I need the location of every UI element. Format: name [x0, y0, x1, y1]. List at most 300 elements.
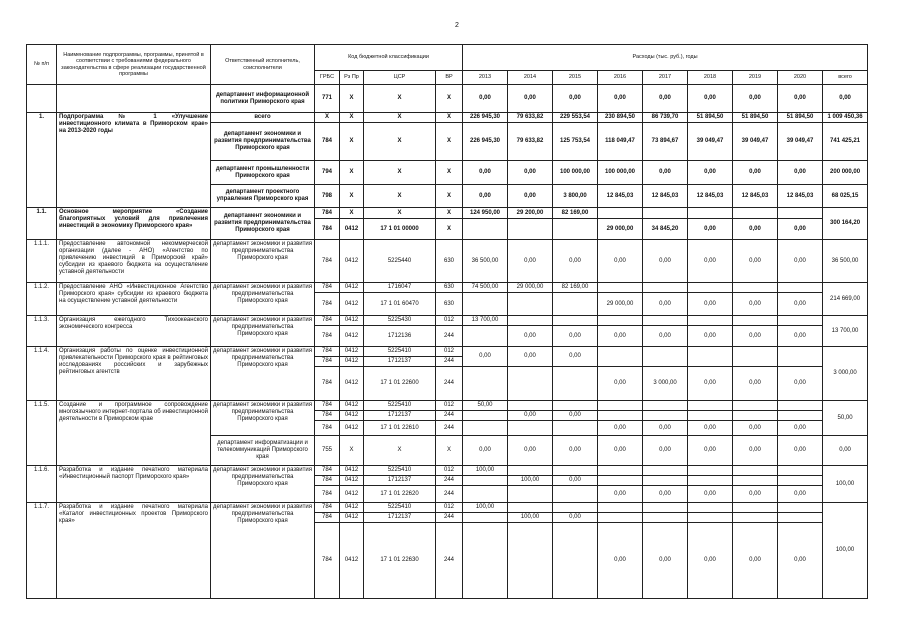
- cell-empty: [463, 476, 508, 486]
- cell-empty: [598, 208, 643, 219]
- header-year: 2015: [553, 71, 598, 85]
- cell-rzpr: X: [340, 436, 364, 466]
- cell-num: 1.1.1.: [27, 240, 57, 283]
- cell-value: 0,00: [598, 436, 643, 466]
- cell-rzpr: 0412: [340, 503, 364, 513]
- cell-csr: 5225430: [364, 316, 436, 326]
- cell-value: 13 700,00: [463, 316, 508, 326]
- cell-value: 0,00: [598, 240, 643, 283]
- cell-value: 82 169,00: [553, 283, 598, 293]
- cell-csr: X: [364, 123, 436, 161]
- cell-value: 0,00: [463, 347, 508, 367]
- cell-csr: 5225410: [364, 503, 436, 513]
- cell-rzpr: 0412: [340, 466, 364, 476]
- cell-value: 0,00: [463, 85, 508, 113]
- cell-value: 0,00: [778, 293, 823, 316]
- cell-rzpr: 0412: [340, 476, 364, 486]
- cell-value: 0,00: [508, 85, 553, 113]
- cell-empty: [598, 503, 643, 513]
- cell-value: 39 049,47: [688, 123, 733, 161]
- cell-empty: [733, 401, 778, 411]
- cell-value: 82 169,00: [553, 208, 598, 219]
- cell-value: 0,00: [463, 161, 508, 185]
- cell-vr: X: [436, 161, 463, 185]
- cell-empty: [688, 316, 733, 326]
- cell-empty: [553, 367, 598, 401]
- cell-empty: [778, 401, 823, 411]
- cell-name: Разработка и издание печатного материала «Каталог инвестиционных проектов Приморского края»: [57, 503, 211, 599]
- cell-grbs: 784: [315, 208, 340, 219]
- cell-value: 39 049,47: [778, 123, 823, 161]
- cell-value: 0,00: [553, 411, 598, 421]
- cell-value: 0,00: [778, 486, 823, 503]
- cell-name: Подпрограмма № 1 «Улучшение инвестиционного климата в Приморском крае» на 2013-2020 годы: [57, 113, 211, 208]
- cell-value: 118 049,47: [598, 123, 643, 161]
- cell-empty: [463, 326, 508, 347]
- cell-empty: [553, 219, 598, 240]
- cell-csr: 1712136: [364, 326, 436, 347]
- cell-num: 1.1.: [27, 208, 57, 240]
- cell-value: 0,00: [553, 513, 598, 523]
- cell-value: 29 000,00: [508, 283, 553, 293]
- cell-name: Организация ежегодного Тихоокеанского экономического конгресса: [57, 316, 211, 347]
- cell-rzpr: X: [340, 113, 364, 123]
- cell-value: 0,00: [778, 219, 823, 240]
- cell-executor: департамент экономики и развития предпринимательства Приморского края: [211, 503, 315, 599]
- cell-csr: 5225410: [364, 347, 436, 357]
- cell-empty: [463, 411, 508, 421]
- cell-empty: [688, 466, 733, 476]
- cell-value: 0,00: [508, 436, 553, 466]
- cell-empty: [688, 411, 733, 421]
- cell-vr: 012: [436, 316, 463, 326]
- page-number: 2: [455, 22, 459, 29]
- cell-empty: [598, 347, 643, 367]
- cell-value: 0,00: [643, 85, 688, 113]
- cell-vr: 244: [436, 486, 463, 503]
- cell-value: 0,00: [643, 421, 688, 436]
- cell-grbs: 784: [315, 316, 340, 326]
- cell-grbs: 784: [315, 401, 340, 411]
- cell-value: 86 739,70: [643, 113, 688, 123]
- cell-empty: [508, 503, 553, 513]
- cell-executor: департамент экономики и развития предпринимательства Приморского края: [211, 123, 315, 161]
- header-year: 2020: [778, 71, 823, 85]
- cell-csr: 1712137: [364, 476, 436, 486]
- cell-value: 12 845,03: [688, 185, 733, 208]
- cell-empty: [733, 476, 778, 486]
- table-row: [27, 208, 868, 219]
- cell-value: 0,00: [733, 436, 778, 466]
- cell-empty: [733, 347, 778, 367]
- cell-empty: [508, 219, 553, 240]
- cell-empty: [643, 347, 688, 367]
- cell-empty: [508, 401, 553, 411]
- cell-empty: [553, 523, 598, 599]
- cell-empty: [598, 476, 643, 486]
- cell-empty: [598, 283, 643, 293]
- cell-empty: [463, 421, 508, 436]
- cell-empty: [463, 367, 508, 401]
- cell-value: 0,00: [733, 486, 778, 503]
- cell-vr: 244: [436, 411, 463, 421]
- cell-empty: [553, 293, 598, 316]
- cell-empty: [643, 513, 688, 523]
- cell-rzpr: 0412: [340, 411, 364, 421]
- cell-rzpr: X: [340, 161, 364, 185]
- cell-value: 73 894,67: [643, 123, 688, 161]
- cell-grbs: 784: [315, 466, 340, 476]
- cell-vr: 012: [436, 466, 463, 476]
- cell-empty: [733, 208, 778, 219]
- cell-value: 50,00: [463, 401, 508, 411]
- cell-vr: 012: [436, 401, 463, 411]
- cell-num: 1.1.3.: [27, 316, 57, 347]
- cell-grbs: 755: [315, 436, 340, 466]
- cell-value: 0,00: [643, 436, 688, 466]
- header-csr: ЦСР: [364, 71, 436, 85]
- cell-grbs: 784: [315, 411, 340, 421]
- cell-rzpr: X: [340, 85, 364, 113]
- cell-value: 36 500,00: [463, 240, 508, 283]
- cell-value: 79 633,82: [508, 123, 553, 161]
- table-row: [27, 347, 868, 357]
- cell-empty: [688, 347, 733, 367]
- cell-grbs: 794: [315, 161, 340, 185]
- cell-executor: департамент экономики и развития предпринимательства Приморского края: [211, 466, 315, 503]
- cell-grbs: 784: [315, 367, 340, 401]
- cell-value: 12 845,03: [778, 185, 823, 208]
- table-row: [27, 401, 868, 411]
- header-budget-code: Код бюджетной классификации: [315, 45, 463, 71]
- cell-rzpr: 0412: [340, 401, 364, 411]
- cell-executor: департамент экономики и развития предпринимательства Приморского края: [211, 240, 315, 283]
- cell-empty: [688, 513, 733, 523]
- cell-value: 51 894,50: [688, 113, 733, 123]
- cell-rzpr: 0412: [340, 316, 364, 326]
- cell-empty: [463, 293, 508, 316]
- cell-csr: X: [364, 113, 436, 123]
- cell-vr: 630: [436, 240, 463, 283]
- cell-csr: 5225440: [364, 240, 436, 283]
- cell-value: 125 753,54: [553, 123, 598, 161]
- cell-empty: [688, 283, 733, 293]
- cell-grbs: 784: [315, 293, 340, 316]
- cell-value: 51 894,50: [778, 113, 823, 123]
- cell-empty: [598, 411, 643, 421]
- cell-value: 0,00: [778, 421, 823, 436]
- cell-value: 0,00: [598, 85, 643, 113]
- cell-value: 0,00: [733, 421, 778, 436]
- cell-empty: [643, 316, 688, 326]
- cell-executor: всего: [211, 113, 315, 123]
- cell-value: 100,00: [508, 513, 553, 523]
- cell-total: 13 700,00: [823, 316, 868, 347]
- cell-executor: департамент экономики и развития предпринимательства Приморского края: [211, 316, 315, 347]
- cell-value: 0,00: [733, 219, 778, 240]
- cell-empty: [643, 476, 688, 486]
- cell-empty: [463, 219, 508, 240]
- cell-grbs: 784: [315, 486, 340, 503]
- cell-grbs: 798: [315, 185, 340, 208]
- cell-empty: [508, 421, 553, 436]
- cell-value: 100,00: [508, 476, 553, 486]
- cell-grbs: 784: [315, 326, 340, 347]
- cell-empty: [778, 503, 823, 513]
- cell-empty: [733, 503, 778, 513]
- cell-num: [27, 85, 57, 113]
- cell-grbs: 784: [315, 123, 340, 161]
- cell-value: 0,00: [598, 367, 643, 401]
- cell-value: 200 000,00: [823, 161, 868, 185]
- cell-csr: X: [364, 185, 436, 208]
- cell-name: Предоставление автономной некоммерческой организации (далее - АНО) «Агентство по привлечению инвестиций в Приморский край» субсидии из краевого бюджета на осуществление уставной деятельности: [57, 240, 211, 283]
- cell-empty: [778, 513, 823, 523]
- table-row: [27, 240, 868, 283]
- cell-vr: X: [436, 85, 463, 113]
- cell-vr: X: [436, 219, 463, 240]
- cell-value: 29 200,00: [508, 208, 553, 219]
- cell-value: 0,00: [508, 347, 553, 367]
- cell-csr: 5225410: [364, 401, 436, 411]
- cell-empty: [508, 316, 553, 326]
- cell-num: 1.1.5.: [27, 401, 57, 466]
- cell-empty: [643, 466, 688, 476]
- cell-csr: 1712137: [364, 411, 436, 421]
- header-year: 2017: [643, 71, 688, 85]
- cell-value: 229 553,54: [553, 113, 598, 123]
- cell-empty: [688, 401, 733, 411]
- cell-executor: департамент информационной политики Приморского края: [211, 85, 315, 113]
- cell-csr: 1712137: [364, 513, 436, 523]
- cell-value: 230 894,50: [598, 113, 643, 123]
- header-name: Наименование подпрограммы, программы, принятой в соответствии с требованиями федерального законодательства в сфере реализации государственной программы: [57, 45, 211, 85]
- header-total: всего: [823, 71, 868, 85]
- cell-csr: 17 1 01 00000: [364, 219, 436, 240]
- cell-empty: [643, 283, 688, 293]
- cell-value: 0,00: [598, 486, 643, 503]
- cell-empty: [508, 367, 553, 401]
- cell-value: 0,00: [688, 523, 733, 599]
- cell-value: 0,00: [643, 293, 688, 316]
- cell-value: 0,00: [778, 326, 823, 347]
- cell-empty: [778, 411, 823, 421]
- cell-value: 0,00: [598, 523, 643, 599]
- cell-empty: [733, 316, 778, 326]
- cell-total: 100,00: [823, 466, 868, 503]
- cell-value: 0,00: [508, 240, 553, 283]
- cell-num: 1.1.7.: [27, 503, 57, 599]
- cell-rzpr: 0412: [340, 421, 364, 436]
- cell-empty: [778, 208, 823, 219]
- cell-empty: [733, 513, 778, 523]
- cell-value: 0,00: [688, 326, 733, 347]
- cell-value: 12 845,03: [643, 185, 688, 208]
- table-row: [27, 85, 868, 113]
- table-row: [27, 113, 868, 123]
- cell-csr: 17 1 01 60470: [364, 293, 436, 316]
- cell-value: 100,00: [463, 503, 508, 513]
- cell-grbs: 784: [315, 421, 340, 436]
- cell-executor: департамент проектного управления Приморского края: [211, 185, 315, 208]
- cell-empty: [553, 466, 598, 476]
- cell-vr: 244: [436, 421, 463, 436]
- cell-value: 741 425,21: [823, 123, 868, 161]
- cell-value: 0,00: [508, 326, 553, 347]
- cell-value: 0,00: [733, 240, 778, 283]
- cell-empty: [463, 523, 508, 599]
- cell-empty: [688, 503, 733, 513]
- cell-grbs: 771: [315, 85, 340, 113]
- cell-empty: [688, 476, 733, 486]
- cell-csr: 17 1 01 22610: [364, 421, 436, 436]
- cell-value: 0,00: [688, 161, 733, 185]
- cell-value: 100 000,00: [553, 161, 598, 185]
- cell-vr: 630: [436, 293, 463, 316]
- cell-value: 0,00: [508, 411, 553, 421]
- cell-vr: 244: [436, 326, 463, 347]
- cell-grbs: 784: [315, 347, 340, 357]
- cell-value: 124 950,00: [463, 208, 508, 219]
- cell-value: 34 845,20: [643, 219, 688, 240]
- cell-empty: [553, 421, 598, 436]
- cell-executor: департамент экономики и развития предпринимательства Приморского края: [211, 347, 315, 401]
- cell-rzpr: 0412: [340, 486, 364, 503]
- cell-vr: 012: [436, 503, 463, 513]
- cell-value: 0,00: [688, 486, 733, 503]
- cell-value: 74 500,00: [463, 283, 508, 293]
- header-year: 2014: [508, 71, 553, 85]
- cell-value: 0,00: [553, 347, 598, 367]
- cell-value: 0,00: [778, 436, 823, 466]
- cell-vr: 244: [436, 476, 463, 486]
- cell-value: 226 945,30: [463, 113, 508, 123]
- cell-value: 0,00: [733, 326, 778, 347]
- table-row: [27, 283, 868, 293]
- cell-csr: 1712137: [364, 357, 436, 367]
- cell-value: 0,00: [643, 486, 688, 503]
- cell-grbs: 784: [315, 476, 340, 486]
- cell-empty: [643, 503, 688, 513]
- cell-rzpr: 0412: [340, 523, 364, 599]
- cell-vr: 244: [436, 357, 463, 367]
- cell-grbs: 784: [315, 283, 340, 293]
- cell-empty: [598, 316, 643, 326]
- cell-empty: [463, 486, 508, 503]
- cell-rzpr: 0412: [340, 283, 364, 293]
- cell-empty: [733, 283, 778, 293]
- cell-csr: 5225410: [364, 466, 436, 476]
- cell-total: 300 164,20: [823, 208, 868, 240]
- cell-value: 0,00: [778, 85, 823, 113]
- cell-empty: [688, 208, 733, 219]
- cell-value: 0,00: [688, 421, 733, 436]
- cell-vr: 244: [436, 513, 463, 523]
- cell-value: 0,00: [733, 85, 778, 113]
- cell-grbs: 784: [315, 219, 340, 240]
- cell-value: 0,00: [508, 161, 553, 185]
- cell-rzpr: X: [340, 123, 364, 161]
- cell-value: 0,00: [553, 436, 598, 466]
- cell-name: Разработка и издание печатного материала «Инвестиционный паспорт Приморского края»: [57, 466, 211, 503]
- cell-csr: 1716047: [364, 283, 436, 293]
- cell-empty: [778, 316, 823, 326]
- cell-value: 68 025,15: [823, 185, 868, 208]
- cell-executor: департамент информатизации и телекоммуникаций Приморского края: [211, 436, 315, 466]
- cell-rzpr: 0412: [340, 240, 364, 283]
- cell-name: [57, 85, 211, 113]
- cell-num: 1.: [27, 113, 57, 208]
- cell-empty: [598, 466, 643, 476]
- cell-executor: департамент экономики и развития предпринимательства Приморского края: [211, 283, 315, 316]
- cell-vr: X: [436, 185, 463, 208]
- cell-vr: X: [436, 113, 463, 123]
- header-executor: Ответственный исполнитель, соисполнители: [211, 45, 315, 85]
- cell-empty: [643, 208, 688, 219]
- cell-value: 29 000,00: [598, 293, 643, 316]
- header-num: № п/п: [27, 45, 57, 85]
- cell-value: 0,00: [688, 436, 733, 466]
- header-expenses: Расходы (тыс. руб.), годы: [463, 45, 868, 71]
- cell-total: 50,00: [823, 401, 868, 436]
- cell-vr: X: [436, 436, 463, 466]
- cell-empty: [553, 503, 598, 513]
- cell-name: Предоставление АНО «Инвестиционное Агентство Приморского края» субсидии из краевого бюджета на осуществление уставной деятельности: [57, 283, 211, 316]
- cell-csr: X: [364, 208, 436, 219]
- header-year: 2013: [463, 71, 508, 85]
- cell-vr: 244: [436, 523, 463, 599]
- cell-value: 0,00: [643, 161, 688, 185]
- cell-csr: 17 1 01 22600: [364, 367, 436, 401]
- cell-grbs: 784: [315, 513, 340, 523]
- cell-rzpr: 0412: [340, 293, 364, 316]
- cell-rzpr: 0412: [340, 347, 364, 357]
- cell-rzpr: X: [340, 185, 364, 208]
- cell-csr: X: [364, 436, 436, 466]
- cell-empty: [553, 486, 598, 503]
- cell-empty: [508, 293, 553, 316]
- cell-value: 0,00: [508, 185, 553, 208]
- cell-value: 100 000,00: [598, 161, 643, 185]
- cell-value: 226 945,30: [463, 123, 508, 161]
- cell-value: 0,00: [598, 326, 643, 347]
- cell-value: 3 000,00: [643, 367, 688, 401]
- cell-empty: [778, 466, 823, 476]
- cell-value: 1 009 450,36: [823, 113, 868, 123]
- cell-vr: 630: [436, 283, 463, 293]
- cell-csr: X: [364, 85, 436, 113]
- cell-executor: департамент экономики и развития предпринимательства Приморского края: [211, 401, 315, 436]
- cell-value: 0,00: [778, 523, 823, 599]
- cell-csr: X: [364, 161, 436, 185]
- cell-empty: [553, 401, 598, 411]
- cell-num: 1.1.4.: [27, 347, 57, 401]
- cell-executor: департамент экономики и развития предпринимательства Приморского края: [211, 208, 315, 240]
- cell-empty: [508, 466, 553, 476]
- cell-vr: X: [436, 123, 463, 161]
- cell-empty: [733, 466, 778, 476]
- cell-vr: 244: [436, 367, 463, 401]
- cell-num: 1.1.6.: [27, 466, 57, 503]
- cell-value: 0,00: [733, 161, 778, 185]
- cell-value: 39 049,47: [733, 123, 778, 161]
- cell-empty: [553, 316, 598, 326]
- cell-value: 12 845,03: [733, 185, 778, 208]
- cell-empty: [643, 411, 688, 421]
- cell-name: Основное мероприятие «Создание благоприятных условий для привлечения инвестиций в экономику Приморского края»: [57, 208, 211, 240]
- cell-value: 0,00: [463, 185, 508, 208]
- cell-value: 0,00: [688, 240, 733, 283]
